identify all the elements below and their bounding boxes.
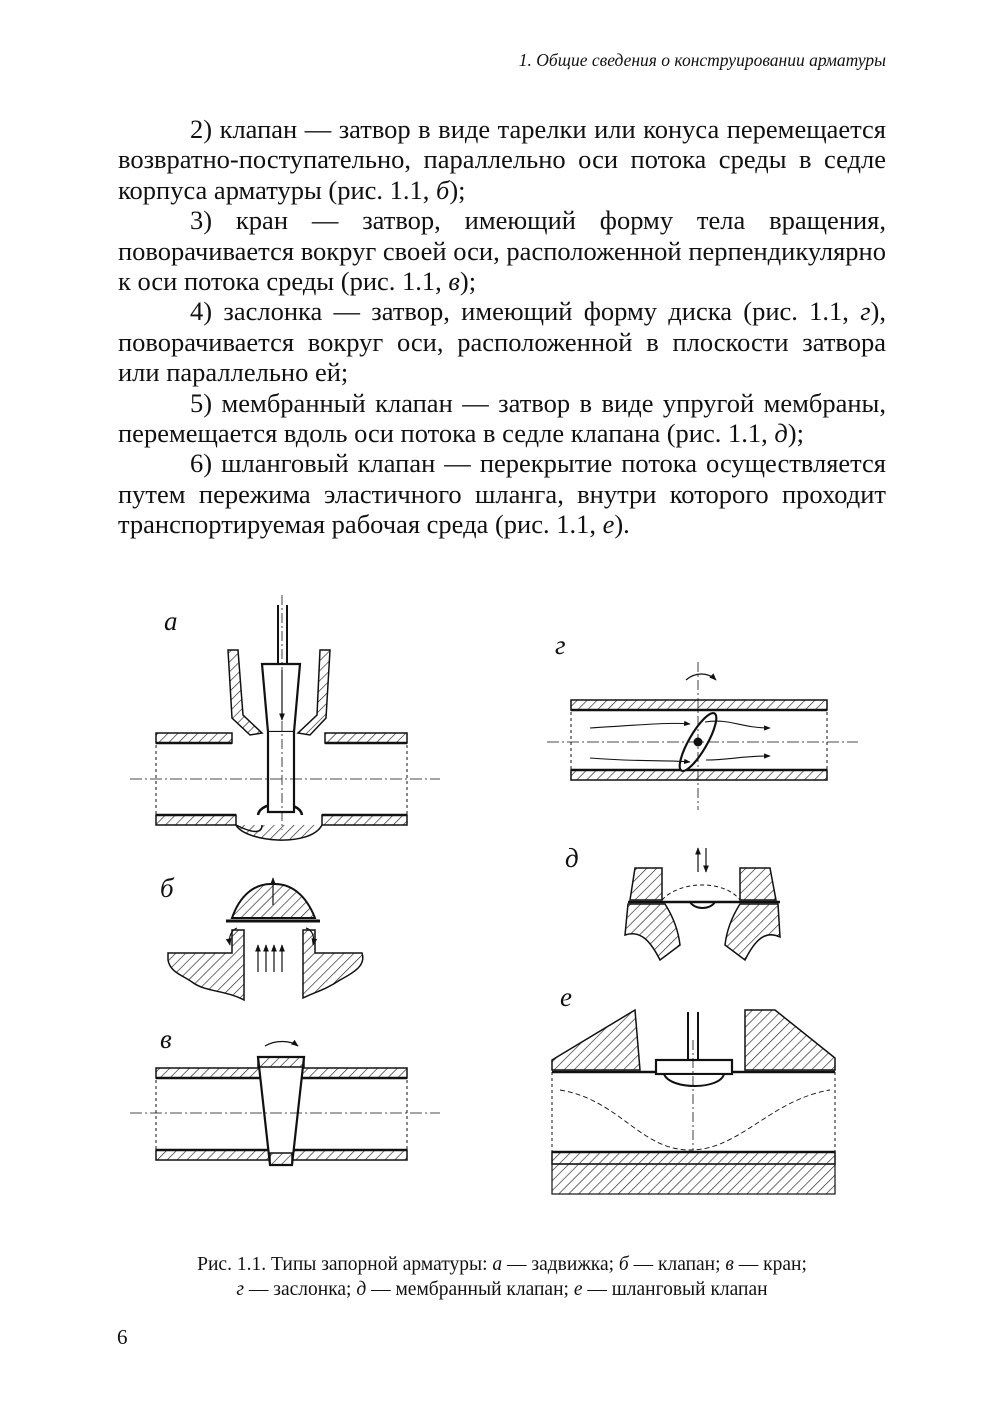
caption-letter: а (492, 1254, 503, 1275)
paragraph-text: 4) заслонка — затвор, имеющий форму диска (рис. 1.1, (190, 296, 861, 327)
panel-label-b: б (160, 873, 174, 903)
panel-g-butterfly-valve (547, 630, 858, 810)
panel-e-pinch-valve (552, 982, 835, 1194)
paragraph-text: ); (449, 174, 466, 205)
figure-ref: г (860, 296, 871, 327)
paragraph-text: ), поворачивается вокруг оси, расположенной в плоскости затвора или параллельно ей; (118, 296, 886, 388)
page-number: 6 (117, 1325, 128, 1349)
figure-ref: в (448, 266, 460, 297)
caption-item: — мембранный клапан; (366, 1279, 574, 1300)
caption-letter: в (725, 1254, 734, 1275)
panel-d-diaphragm-valve (565, 843, 780, 960)
figure-ref: б (436, 174, 450, 205)
caption-item: — шланговый клапан (582, 1279, 768, 1300)
paragraph-text: 6) шланговый клапан — перекрытие потока осуществляется путем пережима эластичного шланга, внутри которого проходит транспортируемая рабочая среда (рис. 1.1, (118, 448, 886, 540)
running-header: 1. Общие сведения о конструировании арматуры (518, 50, 886, 70)
caption-letter: д (356, 1279, 367, 1300)
panel-b-globe-valve (160, 873, 363, 1000)
panel-a-gate-valve (130, 595, 440, 840)
paragraph-text: ); (787, 418, 804, 449)
paragraph-text: ); (459, 266, 477, 297)
figure-ref: д (774, 418, 788, 449)
paragraph-5 (118, 388, 886, 449)
paragraph-4 (118, 296, 886, 387)
caption-letter: г (236, 1279, 245, 1300)
paragraph-2 (118, 114, 886, 205)
paragraph-text: 5) мембранный клапан — затвор в виде упругой мембраны, перемещается вдоль оси потока в седле клапана (рис. 1.1, (118, 387, 886, 449)
paragraph-3 (118, 205, 886, 296)
caption-item: — кран; (733, 1254, 807, 1275)
caption-letter: б (618, 1254, 629, 1275)
paragraph-text: ). (614, 509, 630, 540)
panel-v-plug-valve (130, 1024, 440, 1165)
caption-item: — задвижка; (502, 1254, 619, 1275)
panel-label-v: в (160, 1024, 172, 1054)
valve-types-figure (0, 590, 1004, 1230)
panel-label-g: г (555, 630, 566, 660)
paragraph-text: 2) клапан — затвор в виде тарелки или конуса перемещается возвратно-поступательно, параллельно оси потока среды в седле корпуса арматуры (рис. 1.1, (118, 114, 886, 205)
caption-item: — заслонка; (244, 1279, 357, 1300)
paragraph-text: 3) кран — затвор, имеющий форму тела вращения, поворачивается вокруг своей оси, расположенной перпендикулярно к оси потока среды (рис. 1.1, (118, 205, 886, 297)
caption-letter: е (573, 1279, 583, 1300)
panel-label-d: д (565, 843, 579, 873)
caption-item: — клапан; (628, 1254, 726, 1275)
panel-label-a: а (164, 606, 178, 636)
body-text (118, 114, 886, 540)
paragraph-6 (118, 448, 886, 539)
panel-label-e: е (560, 982, 572, 1012)
figure-caption (118, 1252, 886, 1302)
figure-ref: е (602, 509, 615, 540)
caption-prefix: Рис. 1.1. Типы запорной арматуры: (197, 1254, 493, 1275)
